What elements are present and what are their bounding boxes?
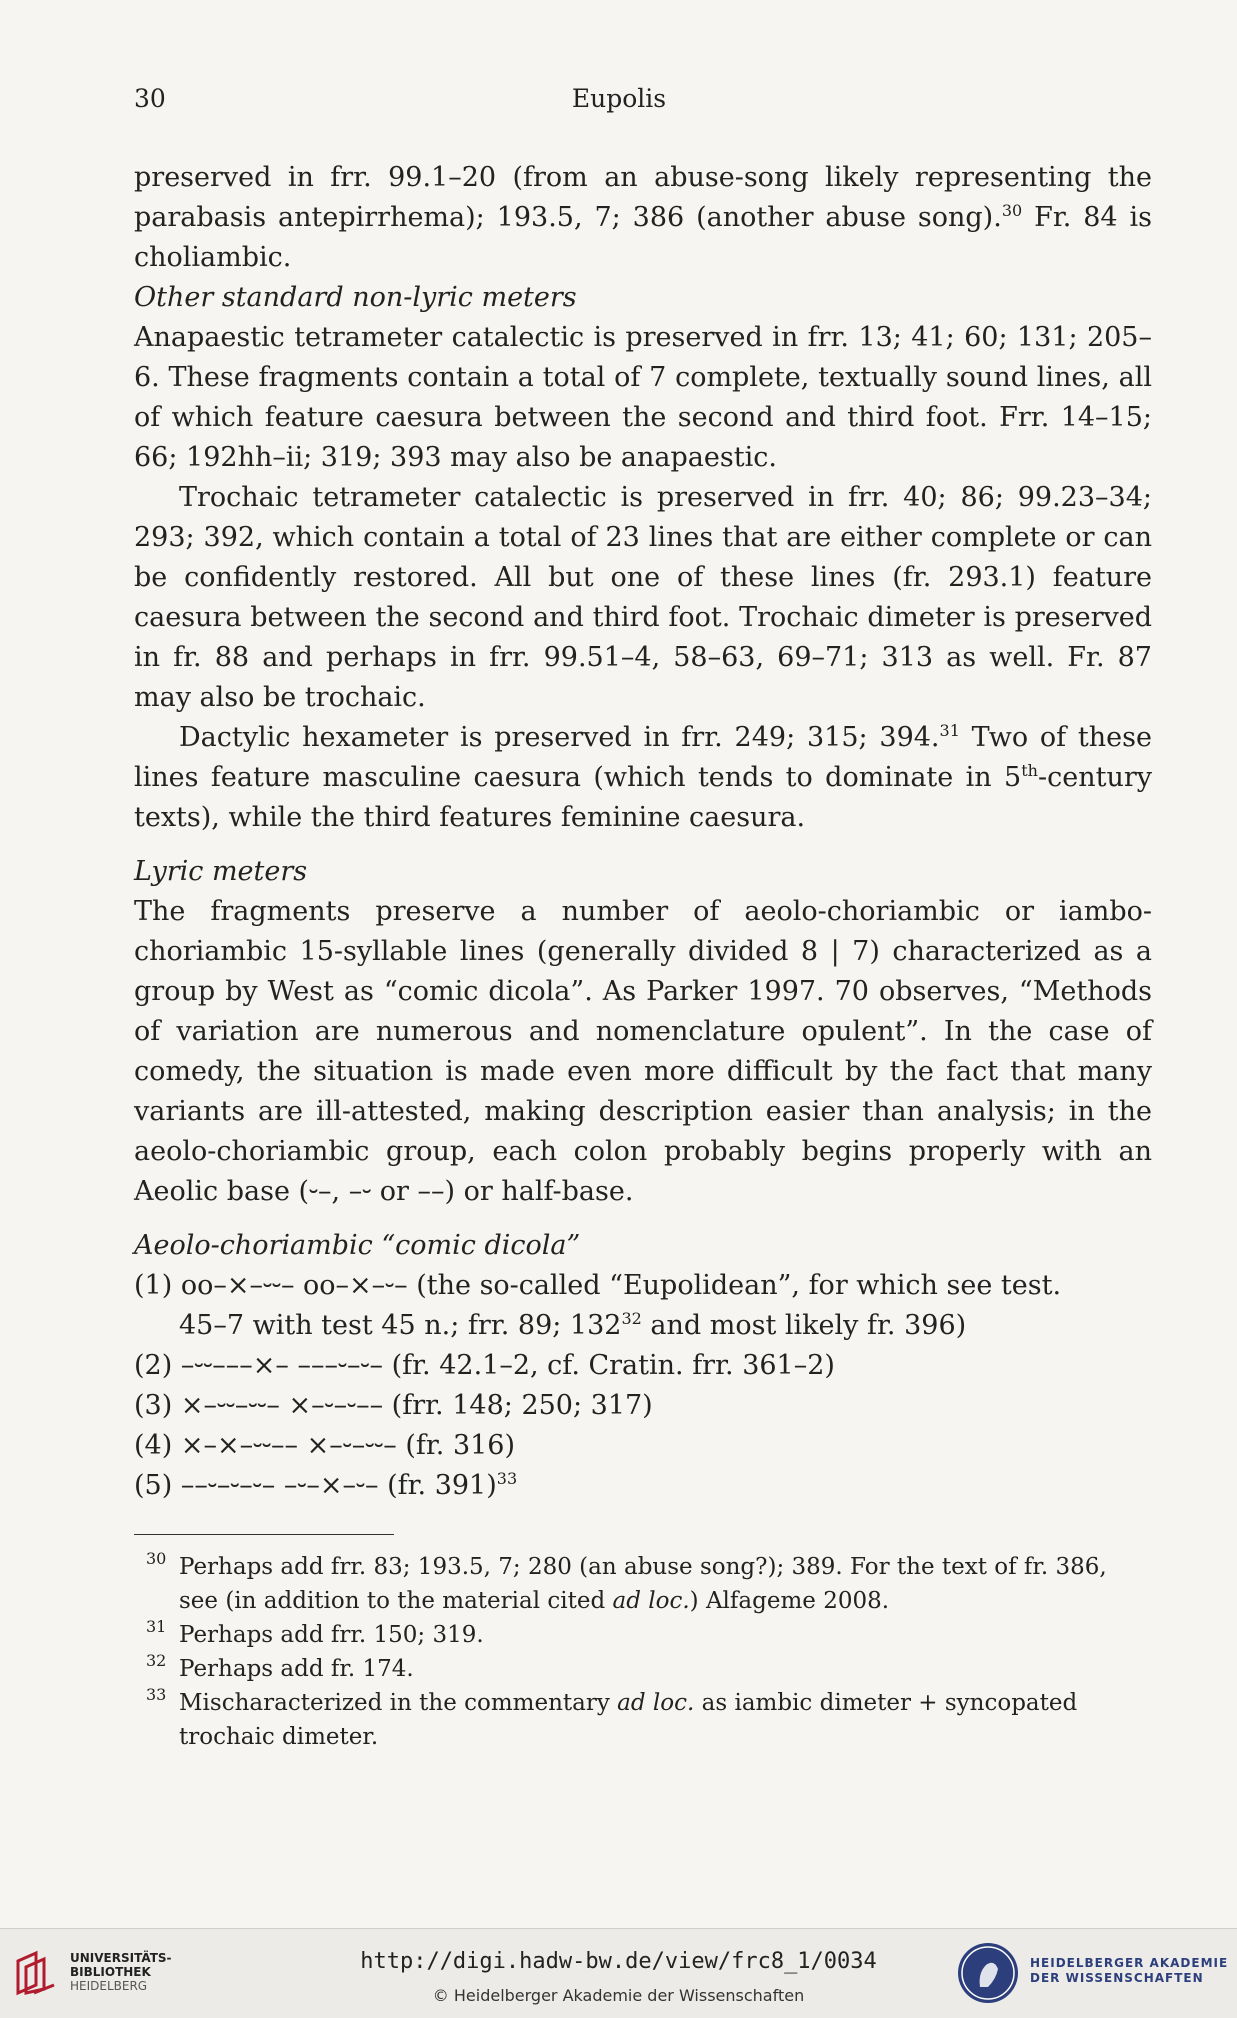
section-heading-lyric: Lyric meters [134,856,308,887]
page-number: 30 [134,84,166,113]
paragraph-1: preserved in frr. 99.1–20 (from an abuse-song likely representing the parabasis antepirrhema); 193.5, 7; 386 (another abuse song).$^{30}$ Fr. 84 is choliambic. [134,162,1152,273]
footnote-33: 33 Mischaracterized in the commentary ad loc. as iambic dimeter + syncopated trochaic dimeter. [146,1685,1078,1750]
section-heading-aeolo: Aeolo-choriambic “comic dicola” [134,1230,581,1261]
meter-line-1-cont: 45–7 with test 45 n.; frr. 89; $132^{32}$ and most likely fr. 396) [179,1309,967,1341]
academy-seal-icon[interactable] [958,1943,1018,2003]
paragraph-lyric: The fragments preserve a number of aeolo-choriambic or iambo-choriambic 15-syllable lines (generally divided 8 | 7) characterized as a group by West as “comic dicola”. As Parker 1997. 70 observes, “Methods of variation are numerous and nomenclature opulent”. In the case of comedy, the situation is made even more difficult by the fact that many variants are ill-attested, making description easier than analysis; in the aeolo-choriambic group, each colon probably begins properly with an Aeolic base (⏑–, –⏑ or ––) or half-base. [134,896,1152,1207]
viewer-footer [0,1928,1237,2018]
footnotes [134,1550,1152,1754]
footnote-32: 32 Perhaps add fr. 174. [146,1651,414,1682]
meter-line-3: (3) ×–⏑⏑–⏑⏑– ×–⏑–⏑–– (frr. 148; 250; 317) [134,1390,653,1421]
meter-line-5: (5) ––⏑–⏑–⏑– –⏑–×–⏑– (fr. 391)$^{33}$ [134,1469,518,1501]
academy-name: HEIDELBERGER AKADEMIE DER WISSENSCHAFTEN [1030,1956,1229,1985]
meter-line-2: (2) –⏑⏑–––×– –––⏑–⏑– (fr. 42.1–2, cf. Cratin. frr. 361–2) [134,1350,835,1381]
paragraph-anapaestic: Anapaestic tetrameter catalectic is preserved in frr. 13; 41; 60; 131; 205–6. These fragments contain a total of 7 complete, textually sound lines, all of which feature caesura between the second and third foot. Frr. 14–15; 66; 192hh–ii; 319; 393 may also be anapaestic. [134,322,1152,473]
section-heading-non-lyric: Other standard non-lyric meters [134,282,577,313]
meter-line-1: (1) oo–×–⏑⏑– oo–×–⏑– (the so-called “Eupolidean”, for which see test. [134,1270,1062,1301]
footnote-divider [134,1534,394,1535]
footnote-ref-30[interactable]: 30 [1001,201,1023,220]
running-title: Eupolis [571,84,667,113]
meter-line-4: (4) ×–×–⏑⏑–– ×–⏑–⏑⏑– (fr. 316) [134,1430,516,1461]
footnote-ref-33[interactable]: 33 [496,1469,518,1488]
footnote-ref-31[interactable]: 31 [939,721,960,740]
university-library-name: UNIVERSITÄTS- BIBLIOTHEK HEIDELBERG [70,1951,172,1993]
paragraph-trochaic: Trochaic tetrameter catalectic is preserved in frr. 40; 86; 99.23–34; 293; 392, which contain a total of 23 lines that are either complete or can be confidently restored. All but one of these lines (fr. 293.1) feature caesura between the second and third foot. Trochaic dimeter is preserved in fr. 88 and perhaps in frr. 99.51–4, 58–63, 69–71; 313 as well. Fr. 87 may also be trochaic. [134,482,1152,713]
footnote-30: 30 Perhaps add frr. 83; 193.5, 7; 280 (an abuse song?); 389. For the text of fr. 386, see (in addition to the material cited ad loc.) Alfageme 2008. [146,1549,1107,1614]
copyright-notice: © Heidelberger Akademie der Wissenschaften [432,1986,805,2005]
footnote-31: 31 Perhaps add frr. 150; 319. [146,1617,484,1648]
permalink-url[interactable]: http://digi.hadw-bw.de/view/frc8_1/0034 [360,1949,877,1974]
paragraph-dactylic: Dactylic hexameter is preserved in frr. 249; 315; 394.31 Two of these lines feature masculine caesura (which tends to dominate in 5th-century texts), while the third features feminine caesura. [134,721,1152,833]
footnote-ref-32[interactable]: 32 [621,1309,642,1328]
body-text [134,158,1152,1506]
